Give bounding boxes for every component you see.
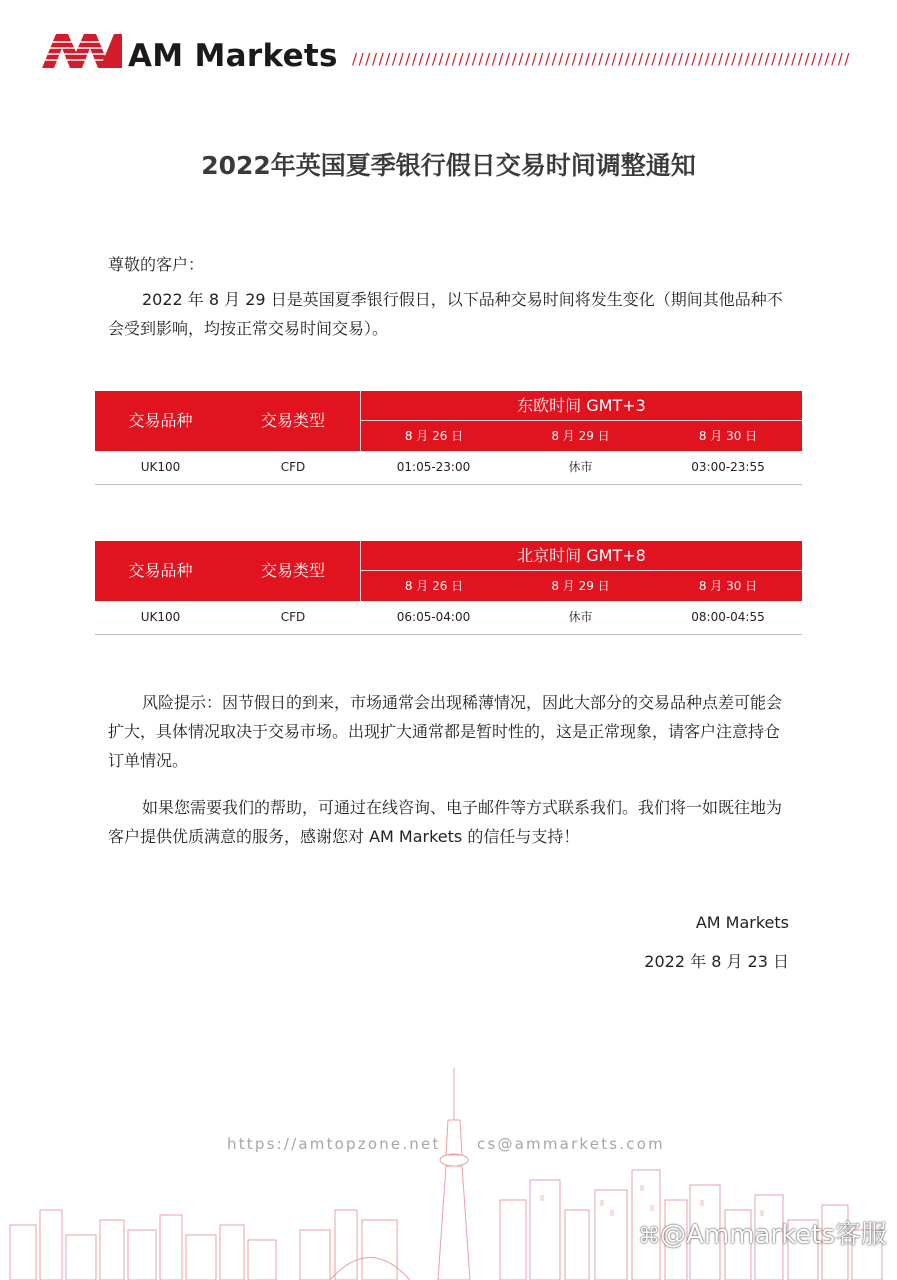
- cell-hours: 08:00-04:55: [691, 610, 765, 624]
- column-header-date: 8 月 26 日: [360, 571, 507, 601]
- footer-website-link[interactable]: https://amtopzone.net: [227, 1135, 441, 1153]
- cell-hours: 01:05-23:00: [396, 460, 471, 474]
- table-header: [95, 541, 802, 601]
- cell-hours: 06:05-04:00: [396, 610, 471, 624]
- weibo-watermark: [638, 1214, 887, 1251]
- column-header-symbol: 交易品种: [128, 561, 193, 580]
- brand-name: AM Markets: [128, 38, 338, 74]
- contact-paragraph: 如果您需要我们的帮助，可通过在线咨询、电子邮件等方式联系我们。我们将一如既往地为客户提供优质满意的服务，感谢您对 AM Markets 的信任与支持！: [108, 798, 783, 846]
- column-header-date: 8 月 29 日: [551, 579, 610, 593]
- cell-symbol: UK100: [140, 460, 181, 474]
- column-header-type: 交易类型: [260, 411, 325, 430]
- cell-type: CFD: [280, 610, 306, 624]
- column-header-symbol: 交易品种: [128, 411, 193, 430]
- table-row: [95, 451, 802, 485]
- document-title: 2022年英国夏季银行假日交易时间调整通知: [201, 151, 696, 180]
- signature-company: AM Markets: [695, 913, 789, 932]
- page-header: [0, 0, 897, 100]
- table-row: [95, 601, 802, 635]
- cell-hours: 休市: [568, 460, 593, 474]
- column-header-date: 8 月 30 日: [698, 429, 758, 443]
- cell-type: CFD: [280, 460, 306, 474]
- intro-paragraph: 2022 年 8 月 29 日是英国夏季银行假日，以下品种交易时间将发生变化（期间其他品种不会受到影响，均按正常交易时间交易）。: [108, 290, 783, 338]
- footer-email-link[interactable]: cs@ammarkets.com: [477, 1135, 665, 1153]
- cell-hours: 休市: [568, 610, 593, 624]
- column-header-date: 8 月 29 日: [551, 429, 610, 443]
- column-group-timezone: 北京时间 GMT+8: [360, 541, 802, 571]
- column-header-type: 交易类型: [260, 561, 325, 580]
- weibo-icon: ⌘: [638, 1224, 661, 1249]
- cell-hours: 03:00-23:55: [691, 460, 765, 474]
- column-header-date: 8 月 26 日: [360, 421, 507, 451]
- risk-notice-paragraph: 风险提示：因节假日的到来，市场通常会出现稀薄情况，因此大部分的交易品种点差可能会扩大，具体情况取决于交易市场。出现扩大通常都是暂时性的，这是正常现象，请客户注意持仓订单情况。: [108, 693, 783, 770]
- am-logo-icon: [42, 32, 122, 70]
- greeting: 尊敬的客户：: [108, 255, 205, 274]
- table-header: [95, 391, 802, 451]
- header-slash-divider: ///////////////////////////////////////////////////////////////////////////: [352, 50, 852, 68]
- cell-symbol: UK100: [140, 610, 181, 624]
- signature-date: 2022 年 8 月 23 日: [644, 952, 789, 971]
- column-group-timezone: 东欧时间 GMT+3: [360, 391, 802, 421]
- watermark-handle: @Ammarkets客服: [660, 1220, 887, 1250]
- column-header-date: 8 月 30 日: [698, 579, 758, 593]
- trading-hours-table-gmt8: [95, 541, 802, 635]
- trading-hours-table-gmt3: [95, 391, 802, 485]
